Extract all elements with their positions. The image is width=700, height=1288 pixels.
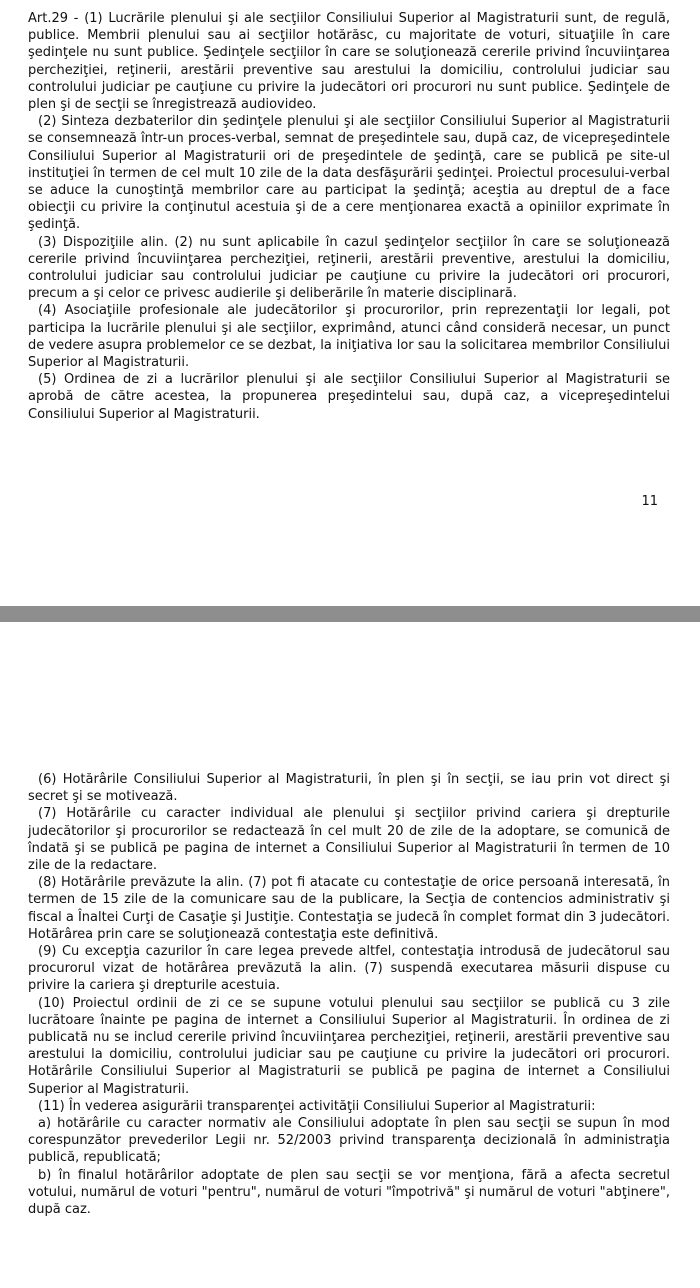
article-29-paragraph-6: (6) Hotărârile Consiliului Superior al Magistraturii, în plen şi în secţii, se iau prin vot direct şi secret şi se motivează. — [28, 772, 670, 805]
article-29-paragraph-8: (8) Hotărârile prevăzute la alin. (7) pot fi atacate cu contestaţie de orice persoană interesată, în termen de 15 zile de la comunicare sau de la publicare, la Secţia de contencios administrativ şi fiscal a Înaltei Curţi de Casaţie şi Justiţie. Contestaţia se judecă în complet format din 3 judecători. Hotărârea prin care se soluţionează contestaţia este definitivă. — [28, 875, 670, 942]
article-29-paragraph-11: (11) În vederea asigurării transparenţei activităţii Consiliului Superior al Magistraturii: — [38, 1098, 596, 1114]
article-29-paragraph-4: (4) Asociaţiile profesionale ale judecătorilor şi procurorilor, prin reprezentaţii lor legali, pot participa la lucrările plenului şi ale secţiilor, exprimând, atunci când consideră necesar, un punct de vedere asupra problemelor ce se dezbat, la iniţiativa lor sau la solicitarea membrilor Consiliului Superior al Magistraturii. — [28, 303, 670, 371]
article-29-paragraph-3: (3) Dispoziţiile alin. (2) nu sunt aplicabile în cazul şedinţelor secţiilor în care se soluţionează cererile privind încuviinţarea percheziţiei, reţinerii, arestării preventive, arestului la domiciliu, controlului judiciar sau controlului judiciar pe cauţiune cu privire la judecători ori procurori, precum a şi celor ce privesc audierile şi deliberările în materie disciplinară. — [28, 234, 670, 302]
article-29-paragraph-5: (5) Ordinea de zi a lucrărilor plenului şi ale secţiilor Consiliului Superior al Magistraturii se aprobă de către acestea, la propunerea preşedintelui sau, după caz, a vicepreşedintelui Consiliului Superior al Magistraturii. — [28, 372, 670, 422]
document-page-11 — [0, 0, 700, 606]
page-text-block — [28, 771, 670, 1218]
article-29-paragraph-10: (10) Proiectul ordinii de zi ce se supune votului plenului sau secţiilor se publică cu 3 zile lucrătoare înainte pe pagina de internet a Consiliului Superior al Magistraturii. În ordinea de zi publicată nu se includ cererile privind încuviinţarea percheziţiei, reţinerii, arestării preventive sau arestului la domiciliu, controlului judiciar sau pe cauţiune cu privire la judecători ori procurori. Hotărârile Consiliului Superior al Magistraturii se publică pe pagina de internet a Consiliului Superior al Magistraturii. — [28, 995, 670, 1097]
article-29-paragraph-1: Art.29 - (1) Lucrările plenului şi ale secţiilor Consiliului Superior al Magistraturii sunt, de regulă, publice. Membrii plenului sau ai secţiilor hotărăsc, cu majoritate de voturi, situaţiile în care şedinţele nu sunt publice. Şedinţele secţiilor în care se soluţionează cererile privind încuviinţarea percheziţiei, reţinerii, arestării preventive sau arestului la domiciliu, controlului judiciar sau controlului judiciar pe cauţiune cu privire la judecători ori procurori nu sunt publice. Şedinţele de plen şi de secţii se înregistrează audiovideo. — [28, 11, 670, 113]
article-29-paragraph-9: (9) Cu excepţia cazurilor în care legea prevede altfel, contestaţia introdusă de judecătorul sau procurorul vizat de hotărârea prevăzută la alin. (7) suspendă executarea măsurii dispuse cu privire la cariera şi drepturile acestuia. — [28, 944, 670, 994]
article-29-paragraph-7: (7) Hotărârile cu caracter individual ale plenului şi secţiilor privind cariera şi drepturile judecătorilor şi procurorilor se redactează în cel mult 20 de zile de la adoptare, se comunică de îndată şi se publică pe pagina de internet a Consiliului Superior al Magistraturii în termen de 10 zile de la redactare. — [28, 806, 670, 874]
page-separator — [0, 606, 700, 622]
article-29-paragraph-2: (2) Sinteza dezbaterilor din şedinţele plenului şi ale secţiilor Consiliului Superior al Magistraturii se consemnează într-un proces-verbal, semnat de preşedintele sau, după caz, de vicepreşedintele Consiliului Superior al Magistraturii ori de preşedintele de şedinţă, care se publică pe site-ul instituţiei în termen de cel mult 10 zile de la data desfăşurării şedinţei. Proiectul procesului-verbal se aduce la cunoştinţă membrilor care au participat la şedinţă; aceştia au dreptul de a face obiecţii cu privire la conţinutul acestuia şi de a cere menţionarea exactă a opiniilor exprimate în şedinţă. — [28, 114, 670, 233]
page-text-block — [28, 10, 670, 423]
article-29-paragraph-11-b: b) în finalul hotărârilor adoptate de plen sau secţii se vor menţiona, fără a afecta secretul votului, numărul de voturi "pentru", numărul de voturi "împotrivă" şi numărul de voturi "abţinere", după caz. — [28, 1167, 670, 1218]
article-29-paragraph-11-a: a) hotărârile cu caracter normativ ale Consiliului adoptate în plen sau secţii se supun în mod corespunzător prevederilor Legii nr. 52/2003 privind transparenţa decizională în administraţia publică, republicată; — [28, 1116, 670, 1166]
page-number: 11 — [641, 494, 658, 509]
document-page-12 — [0, 622, 700, 1288]
